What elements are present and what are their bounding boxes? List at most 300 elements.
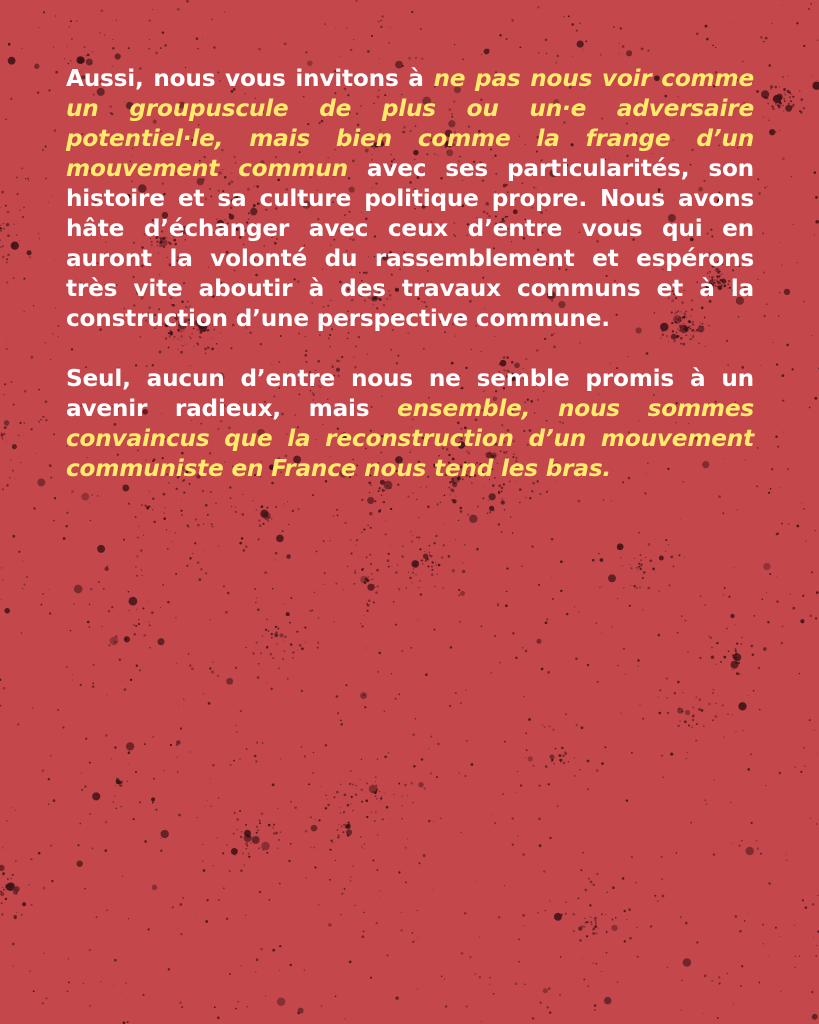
- speckle-dot: [739, 930, 742, 933]
- speckle-dot: [412, 932, 414, 934]
- speckle-dot: [318, 904, 319, 905]
- speckle-dot: [704, 974, 707, 977]
- speckle-dot: [666, 697, 668, 699]
- speckle-dot: [437, 743, 439, 745]
- speckle-dot: [543, 988, 548, 993]
- speckle-dot: [517, 771, 518, 772]
- speckle-dot: [779, 101, 780, 102]
- speckle-dot: [652, 568, 655, 571]
- speckle-dot: [424, 551, 425, 552]
- speckle-dot: [782, 76, 784, 78]
- speckle-dot: [245, 842, 248, 845]
- speckle-dot: [120, 784, 123, 787]
- speckle-dot: [298, 508, 300, 510]
- speckle-dot: [678, 554, 680, 556]
- speckle-dot: [336, 791, 338, 793]
- speckle-dot: [218, 899, 220, 901]
- speckle-dot: [809, 407, 811, 409]
- speckle-dot: [791, 176, 793, 178]
- speckle-dot: [685, 620, 687, 622]
- speckle-dot: [344, 794, 347, 797]
- speckle-dot: [440, 502, 442, 504]
- speckle-dot: [38, 421, 40, 423]
- speckle-dot: [152, 736, 154, 738]
- speckle-dot: [639, 704, 640, 705]
- speckle-dot: [23, 584, 25, 586]
- speckle-dot: [734, 658, 736, 660]
- speckle-dot: [521, 565, 523, 567]
- speckle-dot: [812, 1014, 818, 1020]
- paragraph-conclusion: [66, 364, 754, 484]
- speckle-dot: [275, 552, 278, 555]
- speckle-dot: [595, 926, 596, 927]
- speckle-dot: [367, 525, 368, 526]
- speckle-dot: [0, 225, 1, 226]
- speckle-dot: [594, 917, 597, 920]
- speckle-dot: [784, 92, 786, 94]
- speckle-dot: [379, 791, 381, 793]
- speckle-dot: [369, 492, 371, 494]
- speckle-dot: [531, 490, 533, 492]
- speckle-dot: [283, 640, 284, 641]
- speckle-dot: [12, 874, 14, 876]
- speckle-dot: [515, 657, 518, 660]
- speckle-dot: [23, 561, 24, 562]
- speckle-dot: [191, 667, 194, 670]
- speckle-dot: [479, 937, 480, 938]
- speckle-dot: [129, 597, 138, 606]
- speckle-dot: [812, 903, 815, 906]
- speckle-dot: [420, 487, 421, 488]
- speckle-dot: [481, 1021, 482, 1022]
- speckle-dot: [644, 492, 646, 494]
- speckle-dot: [583, 978, 585, 980]
- speckle-dot: [662, 895, 665, 898]
- speckle-dot: [704, 799, 706, 801]
- speckle-dot: [455, 495, 456, 496]
- speckle-dot: [181, 1006, 183, 1008]
- speckle-dot: [347, 27, 348, 28]
- speckle-dot: [115, 785, 116, 786]
- speckle-dot: [735, 650, 737, 652]
- speckle-dot: [226, 844, 228, 846]
- speckle-dot: [112, 20, 113, 21]
- speckle-dot: [337, 836, 339, 838]
- speckle-dot: [33, 990, 35, 992]
- speckle-dot: [598, 553, 599, 554]
- speckle-dot: [126, 998, 127, 999]
- speckle-dot: [782, 5, 783, 6]
- speckle-dot: [677, 725, 679, 727]
- speckle-dot: [148, 48, 149, 49]
- speckle-dot: [580, 869, 582, 871]
- speckle-dot: [760, 852, 762, 854]
- speckle-dot: [763, 41, 765, 43]
- speckle-dot: [236, 731, 238, 733]
- speckle-dot: [782, 158, 784, 160]
- speckle-dot: [21, 420, 22, 421]
- speckle-dot: [2, 847, 3, 848]
- speckle-dot: [763, 315, 766, 318]
- speckle-dot: [428, 566, 430, 568]
- speckle-dot: [519, 488, 522, 491]
- speckle-dot: [216, 837, 217, 838]
- speckle-dot: [445, 1005, 448, 1008]
- speckle-dot: [430, 772, 432, 774]
- speckle-dot: [401, 650, 403, 652]
- speckle-dot: [113, 801, 115, 803]
- speckle-dot: [780, 487, 781, 488]
- speckle-dot: [330, 839, 332, 841]
- speckle-dot: [104, 35, 105, 36]
- speckle-dot: [620, 713, 621, 714]
- speckle-dot: [747, 695, 748, 696]
- speckle-dot: [355, 570, 356, 571]
- speckle-dot: [16, 912, 17, 913]
- speckle-dot: [151, 611, 154, 614]
- speckle-dot: [90, 520, 92, 522]
- speckle-dot: [520, 784, 522, 786]
- speckle-dot: [596, 622, 597, 623]
- speckle-dot: [266, 515, 268, 517]
- speckle-dot: [92, 685, 95, 688]
- speckle-dot: [318, 617, 320, 619]
- speckle-dot: [333, 621, 334, 622]
- speckle-dot: [1, 913, 3, 915]
- speckle-dot: [592, 559, 595, 562]
- speckle-dot: [37, 91, 40, 94]
- speckle-dot: [369, 554, 371, 556]
- speckle-dot: [148, 928, 150, 930]
- speckle-dot: [481, 54, 482, 55]
- speckle-dot: [418, 862, 420, 864]
- speckle-dot: [248, 853, 250, 855]
- speckle-dot: [379, 58, 380, 59]
- speckle-dot: [814, 234, 815, 235]
- speckle-dot: [45, 146, 47, 148]
- speckle-dot: [82, 55, 83, 56]
- speckle-dot: [360, 779, 361, 780]
- speckle-dot: [489, 506, 494, 511]
- speckle-dot: [231, 848, 238, 855]
- speckle-dot: [440, 817, 442, 819]
- speckle-dot: [415, 574, 417, 576]
- speckle-dot: [106, 909, 108, 911]
- speckle-dot: [129, 764, 130, 765]
- speckle-dot: [304, 969, 306, 971]
- speckle-dot: [780, 103, 782, 105]
- speckle-dot: [404, 784, 407, 787]
- speckle-dot: [543, 870, 545, 872]
- speckle-dot: [525, 650, 528, 653]
- speckle-dot: [811, 991, 814, 994]
- speckle-dot: [128, 610, 129, 611]
- speckle-dot: [100, 9, 103, 12]
- speckle-dot: [379, 509, 380, 510]
- speckle-dot: [162, 584, 164, 586]
- speckle-dot: [573, 913, 576, 916]
- speckle-dot: [501, 487, 504, 490]
- speckle-dot: [355, 785, 357, 787]
- speckle-dot: [74, 585, 83, 594]
- speckle-dot: [340, 784, 341, 785]
- speckle-dot: [522, 853, 525, 856]
- speckle-dot: [229, 973, 231, 975]
- speckle-dot: [149, 624, 151, 626]
- speckle-dot: [484, 49, 490, 55]
- speckle-dot: [395, 996, 399, 1000]
- speckle-dot: [5, 898, 7, 900]
- speckle-dot: [363, 848, 364, 849]
- speckle-dot: [758, 192, 761, 195]
- speckle-dot: [50, 845, 52, 847]
- speckle-dot: [815, 530, 816, 531]
- speckle-dot: [685, 758, 687, 760]
- speckle-dot: [698, 708, 701, 711]
- speckle-dot: [14, 478, 15, 479]
- speckle-dot: [314, 866, 316, 868]
- speckle-dot: [110, 637, 119, 646]
- speckle-dot: [182, 547, 183, 548]
- speckle-dot: [583, 925, 586, 928]
- speckle-dot: [197, 817, 198, 818]
- speckle-dot: [3, 687, 6, 690]
- speckle-dot: [335, 860, 336, 861]
- speckle-dot: [410, 531, 412, 533]
- speckle-dot: [401, 555, 403, 557]
- speckle-dot: [539, 785, 541, 787]
- speckle-dot: [711, 980, 713, 982]
- speckle-dot: [803, 747, 805, 749]
- speckle-dot: [421, 758, 424, 761]
- speckle-dot: [540, 1002, 542, 1004]
- speckle-dot: [565, 913, 567, 915]
- speckle-dot: [186, 565, 188, 567]
- speckle-dot: [353, 810, 354, 811]
- speckle-dot: [71, 38, 73, 40]
- speckle-dot: [209, 619, 210, 620]
- speckle-dot: [428, 558, 429, 559]
- speckle-dot: [91, 847, 93, 849]
- speckle-dot: [48, 803, 50, 805]
- speckle-dot: [488, 500, 489, 501]
- speckle-dot: [590, 881, 593, 884]
- speckle-dot: [380, 890, 381, 891]
- speckle-dot: [270, 688, 272, 690]
- speckle-dot: [373, 584, 374, 585]
- speckle-dot: [367, 497, 374, 504]
- speckle-dot: [448, 555, 451, 558]
- speckle-dot: [236, 818, 239, 821]
- speckle-dot: [380, 897, 381, 898]
- speckle-dot: [732, 654, 735, 657]
- speckle-dot: [2, 887, 3, 888]
- speckle-dot: [1, 437, 3, 439]
- speckle-dot: [276, 635, 278, 637]
- speckle-dot: [344, 888, 346, 890]
- speckle-dot: [177, 771, 179, 773]
- speckle-dot: [812, 76, 813, 77]
- speckle-dot: [343, 824, 345, 826]
- speckle-dot: [751, 822, 753, 824]
- speckle-dot: [31, 356, 34, 359]
- speckle-dot: [741, 840, 742, 841]
- speckle-dot: [629, 937, 632, 940]
- paragraph-invitation-highlight: ne pas nous voir comme un groupuscule de plus ou un·e adversaire potentiel·le, mais bien comme la frange d’un mouvement commun: [66, 65, 754, 182]
- speckle-dot: [245, 545, 248, 548]
- speckle-dot: [333, 796, 335, 798]
- speckle-dot: [747, 768, 750, 771]
- speckle-dot: [412, 802, 413, 803]
- speckle-dot: [356, 0, 358, 2]
- speckle-dot: [419, 580, 420, 581]
- speckle-dot: [197, 524, 200, 527]
- speckle-dot: [412, 493, 413, 494]
- speckle-dot: [817, 895, 818, 896]
- speckle-dot: [387, 559, 390, 562]
- speckle-dot: [641, 48, 644, 51]
- speckle-dot: [308, 783, 310, 785]
- speckle-dot: [42, 887, 45, 890]
- speckle-dot: [178, 814, 181, 817]
- speckle-dot: [554, 913, 562, 921]
- speckle-dot: [444, 495, 446, 497]
- speckle-dot: [716, 642, 718, 644]
- speckle-dot: [234, 812, 236, 814]
- speckle-dot: [89, 1005, 91, 1007]
- speckle-dot: [410, 782, 413, 785]
- speckle-dot: [489, 977, 491, 979]
- speckle-dot: [735, 648, 737, 650]
- speckle-dot: [24, 390, 27, 393]
- speckle-dot: [267, 520, 269, 522]
- speckle-dot: [418, 587, 420, 589]
- speckle-dot: [431, 566, 433, 568]
- speckle-dot: [342, 589, 343, 590]
- speckle-dot: [735, 915, 738, 918]
- speckle-dot: [21, 48, 22, 49]
- speckle-dot: [626, 50, 632, 56]
- speckle-dot: [737, 662, 740, 665]
- speckle-dot: [428, 748, 429, 749]
- speckle-dot: [42, 149, 44, 151]
- speckle-dot: [787, 468, 789, 470]
- speckle-dot: [259, 820, 261, 822]
- speckle-dot: [125, 982, 127, 984]
- speckle-dot: [736, 672, 739, 675]
- speckle-dot: [222, 852, 224, 854]
- speckle-dot: [776, 532, 779, 535]
- speckle-dot: [350, 539, 351, 540]
- speckle-dot: [811, 571, 813, 573]
- speckle-dot: [391, 673, 392, 674]
- speckle-dot: [794, 925, 795, 926]
- speckle-dot: [746, 847, 754, 855]
- speckle-dot: [418, 782, 423, 787]
- speckle-dot: [6, 223, 9, 226]
- speckle-dot: [437, 574, 438, 575]
- speckle-dot: [523, 696, 525, 698]
- speckle-dot: [590, 916, 592, 918]
- speckle-dot: [371, 811, 372, 812]
- speckle-dot: [712, 45, 714, 47]
- speckle-dot: [481, 626, 483, 628]
- speckle-dot: [428, 820, 431, 823]
- speckle-dot: [42, 1002, 44, 1004]
- speckle-dot: [277, 808, 278, 809]
- speckle-dot: [226, 918, 228, 920]
- speckle-dot: [386, 485, 388, 487]
- speckle-dot: [698, 698, 701, 701]
- speckle-dot: [87, 54, 90, 57]
- speckle-dot: [138, 526, 139, 527]
- speckle-dot: [81, 789, 83, 791]
- speckle-dot: [23, 207, 25, 209]
- speckle-dot: [263, 513, 264, 514]
- speckle-dot: [213, 46, 216, 49]
- speckle-dot: [160, 47, 162, 49]
- speckle-dot: [361, 499, 363, 501]
- speckle-dot: [361, 759, 362, 760]
- speckle-dot: [1, 191, 4, 194]
- speckle-dot: [244, 864, 246, 866]
- speckle-dot: [568, 761, 569, 762]
- speckle-dot: [382, 490, 383, 491]
- speckle-dot: [758, 982, 760, 984]
- speckle-dot: [546, 53, 547, 54]
- speckle-dot: [376, 569, 379, 572]
- speckle-dot: [212, 526, 214, 528]
- speckle-dot: [753, 615, 755, 617]
- speckle-dot: [268, 899, 270, 901]
- speckle-dot: [178, 705, 179, 706]
- speckle-dot: [400, 929, 402, 931]
- speckle-dot: [756, 486, 758, 488]
- speckle-dot: [635, 882, 636, 883]
- speckle-dot: [120, 781, 122, 783]
- speckle-dot: [51, 880, 53, 882]
- speckle-dot: [811, 335, 812, 336]
- speckle-dot: [491, 672, 492, 673]
- speckle-dot: [235, 667, 237, 669]
- speckle-dot: [638, 563, 640, 565]
- speckle-dot: [679, 720, 681, 722]
- speckle-dot: [266, 852, 268, 854]
- speckle-dot: [105, 821, 107, 823]
- speckle-dot: [200, 568, 202, 570]
- speckle-dot: [576, 724, 578, 726]
- speckle-dot: [574, 757, 575, 758]
- speckle-dot: [183, 698, 185, 700]
- speckle-dot: [702, 1013, 703, 1014]
- speckle-dot: [435, 586, 436, 587]
- speckle-dot: [730, 802, 731, 803]
- speckle-dot: [54, 497, 56, 499]
- speckle-dot: [497, 603, 498, 604]
- speckle-dot: [402, 578, 403, 579]
- speckle-dot: [657, 900, 659, 902]
- speckle-dot: [640, 559, 642, 561]
- speckle-dot: [381, 796, 382, 797]
- speckle-dot: [273, 833, 275, 835]
- speckle-dot: [257, 676, 260, 679]
- speckle-dot: [666, 677, 668, 679]
- speckle-dot: [48, 589, 49, 590]
- speckle-dot: [526, 749, 527, 750]
- speckle-dot: [504, 885, 505, 886]
- speckle-dot: [417, 536, 419, 538]
- speckle-dot: [501, 491, 503, 493]
